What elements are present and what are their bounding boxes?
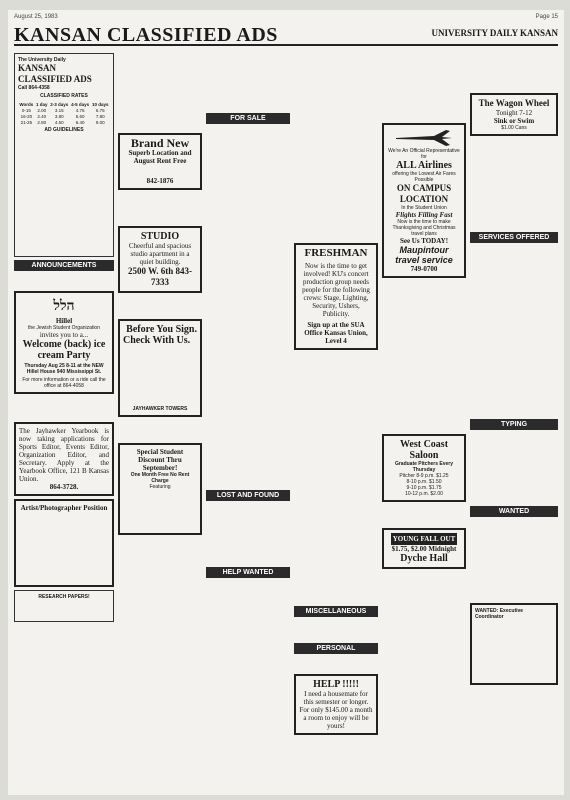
hillel-when: Thursday Aug 25 8-11 at the NEW Hillel House 940 Mississippi St. xyxy=(24,363,104,375)
rates-cell: 3.15 xyxy=(54,107,64,113)
filler-text xyxy=(14,397,114,419)
hillel-sub: the Jewish Student Organization xyxy=(28,325,100,331)
travel-official: We're An Official Representative for xyxy=(388,147,460,160)
column-4 xyxy=(294,50,378,791)
special-sub: One Month Free No Rent Charge xyxy=(130,472,190,484)
brand-new-phone: 842-1876 xyxy=(146,177,174,185)
filler-text xyxy=(14,274,114,288)
freshman-ad xyxy=(294,243,378,350)
studio-title: STUDIO xyxy=(140,231,180,242)
column-6 xyxy=(470,50,558,791)
classified-intro-box xyxy=(14,53,114,257)
westcoast-price: 8-10 p.m. $1.50 xyxy=(406,478,442,485)
hillel-welcome: Welcome (back) ice cream Party xyxy=(22,339,106,361)
rates-cell: 16-20 xyxy=(20,113,33,119)
brand-new-sub: Superb Location and August Rent Free xyxy=(128,149,192,165)
hillel-ad xyxy=(14,291,114,394)
research-ad xyxy=(14,590,114,622)
research-body xyxy=(18,600,110,618)
wanted-header: WANTED xyxy=(470,506,558,517)
masthead xyxy=(14,24,558,46)
dyche-hall: Dyche Hall xyxy=(400,552,448,564)
filler-text xyxy=(294,50,378,240)
studio-address: 2500 W. 6th 843-7333 xyxy=(127,266,192,287)
travel-offering: offering the Lowest Air Fares Possible xyxy=(392,170,456,183)
jayhawker-phone: 864-3728. xyxy=(49,483,79,491)
intro-phone: Call 864-4358 xyxy=(18,85,50,91)
rates-table xyxy=(18,101,110,125)
westcoast-title: West Coast Saloon xyxy=(399,438,449,461)
column-5 xyxy=(382,50,466,791)
filler-text xyxy=(118,420,202,440)
filler-text xyxy=(382,572,466,652)
announcements-header: ANNOUNCEMENTS xyxy=(14,260,114,271)
wanted2-title: WANTED: Executive Coordinator xyxy=(475,608,524,620)
westcoast-price: 10-12 p.m. $2.00 xyxy=(405,490,443,497)
freshman-body: Now is the time to get involved! KU's concert production group needs people for the following crews: Stage, Lighting, Security, Ushers, Publicity. xyxy=(302,262,370,318)
column-3 xyxy=(206,50,290,791)
research-heading: RESEARCH PAPERS! xyxy=(38,594,90,600)
travel-seeus: See Us TODAY! xyxy=(399,236,449,245)
guidelines-title: AD GUIDELINES xyxy=(44,127,84,133)
filler-text xyxy=(294,353,378,603)
rates-cell: 0-15 xyxy=(21,107,31,113)
rates-cell: 2.80 xyxy=(37,119,47,125)
rates-title: CLASSIFIED RATES xyxy=(40,93,88,99)
rates-cell: 6.75 xyxy=(95,107,105,113)
filler-text xyxy=(206,50,290,110)
column-2 xyxy=(118,50,202,791)
wagon-fun: Sink or Swim xyxy=(493,117,535,125)
filler-text xyxy=(382,281,466,431)
paper-name: UNIVERSITY DAILY KANSAN xyxy=(431,28,558,38)
rates-col-header: 1 day xyxy=(35,101,48,107)
freshman-title: FRESHMAN xyxy=(304,247,368,259)
rates-cell: 2.40 xyxy=(37,113,47,119)
brand-new-title: Brand New xyxy=(130,136,190,150)
artist-body xyxy=(19,512,109,582)
towers-name: JAYHAWKER TOWERS xyxy=(132,406,188,412)
help-body: I need a housemate for this semester or longer. For only $145.00 a month a room to enjoy will be yours! xyxy=(299,690,373,730)
rates-cell: 3.80 xyxy=(54,113,64,119)
special-featuring: Featuring xyxy=(149,484,171,490)
page-number: Page 15 xyxy=(535,14,558,20)
travel-agency: Maupintour travel service xyxy=(395,244,453,265)
filler-text xyxy=(294,738,378,791)
rates-cell: 5.60 xyxy=(75,113,85,119)
studio-sub: Cheerful and spacious studio apartment in a quiet building. xyxy=(128,242,192,266)
column-1 xyxy=(14,50,114,791)
travel-airline: ALL Airlines xyxy=(396,159,452,171)
jayhawker-ad xyxy=(14,422,114,496)
rates-cell: 21-25 xyxy=(20,119,33,125)
services-header: SERVICES OFFERED xyxy=(470,232,558,243)
personal-header: PERSONAL xyxy=(294,643,378,654)
rates-col-header: 4-5 days xyxy=(71,101,90,107)
brand-new-body xyxy=(123,165,197,177)
freshman-signup: Sign up at the SUA Office Kansas Union, Level 4 xyxy=(304,321,368,345)
westcoast-price: Pitcher 8-9 p.m. $1.25 xyxy=(399,472,449,479)
airplane-icon xyxy=(394,128,454,146)
personal-listings xyxy=(294,657,378,671)
artist-heading: Artist/Photographer Position xyxy=(20,504,108,512)
hillel-invites: invites you to a... xyxy=(39,331,89,339)
travel-ad xyxy=(382,123,466,278)
filler-text xyxy=(382,50,466,120)
west-coast-ad xyxy=(382,434,466,502)
lost-found-listings xyxy=(206,504,290,564)
hillel-hebrew-logo: הלל xyxy=(53,298,75,314)
westcoast-price: 9-10 p.m. $1.75 xyxy=(406,484,442,491)
special-body xyxy=(123,490,197,530)
for-sale-header: FOR SALE xyxy=(206,113,290,124)
wagon-sub: Tonight 7-12 xyxy=(495,109,533,117)
filler-text xyxy=(470,50,558,90)
rates-cell: 2.00 xyxy=(37,107,47,113)
rates-cell: 4.50 xyxy=(54,119,64,125)
travel-plan: Now is the time to make Thanksgiving and Christmas travel plans xyxy=(392,218,456,237)
rates-cell: 6.40 xyxy=(75,119,85,125)
filler-text xyxy=(118,50,202,130)
misc-header: MISCELLANEOUS xyxy=(294,606,378,617)
travel-campus: ON CAMPUS LOCATION xyxy=(396,182,452,204)
brand-new-ad xyxy=(118,133,202,190)
help-wanted-listings xyxy=(206,581,290,781)
filler-text xyxy=(118,193,202,223)
young-logo: YOUNG FALL OUT xyxy=(392,534,456,543)
filler-text xyxy=(118,538,202,638)
guidelines-text xyxy=(18,133,110,253)
dyche-hall-ad xyxy=(382,528,466,569)
hillel-info: For more information or a ride call the office at 864-4058 xyxy=(22,377,106,389)
intro-heading-big: KANSAN CLASSIFIED ADS xyxy=(18,63,92,84)
rates-header-row xyxy=(18,101,110,107)
wanted-listings xyxy=(470,520,558,600)
page-topline xyxy=(14,14,558,24)
rates-col-header: Words xyxy=(19,101,34,107)
services-listings xyxy=(470,246,558,416)
typing-header: TYPING xyxy=(470,419,558,430)
filler-text xyxy=(118,296,202,316)
filler-text xyxy=(14,625,114,695)
special-discount-ad xyxy=(118,443,202,535)
rates-cell: 4.75 xyxy=(75,107,85,113)
wagon-price: $1.00 Cans xyxy=(501,125,527,131)
table-row xyxy=(18,119,110,125)
help-housemate-ad xyxy=(294,674,378,735)
travel-union: In the Student Union xyxy=(401,204,447,211)
filler-text xyxy=(470,139,558,229)
artist-ad xyxy=(14,499,114,587)
lost-found-header: LOST AND FOUND xyxy=(206,490,290,501)
help-title: HELP !!!!! xyxy=(313,679,359,690)
travel-phone: 749-0700 xyxy=(410,264,438,273)
filler-text xyxy=(382,505,466,525)
help-wanted-header: HELP WANTED xyxy=(206,567,290,578)
jayhawker-text: The Jayhawker Yearbook is now taking applications for Sports Editor, Events Editor, Organization Editor, and Secretary. Apply at the Yearbook Office, 121 B Kansas Union. xyxy=(19,427,109,483)
wanted2-body xyxy=(475,620,553,680)
rates-col-header: 10 days xyxy=(92,101,109,107)
before-you-sign-ad xyxy=(118,319,202,417)
misc-listings xyxy=(294,620,378,640)
section-title: KANSAN CLASSIFIED ADS xyxy=(14,24,278,46)
typing-listings xyxy=(470,433,558,503)
before-sub: Check With Us. xyxy=(123,335,191,346)
wanted-coordinator-ad xyxy=(470,603,558,685)
rates-cell: 9.00 xyxy=(95,119,105,125)
hillel-name: Hillel xyxy=(55,317,73,325)
travel-flights: Flights Filling Fast xyxy=(395,210,453,219)
for-sale-listings xyxy=(206,127,290,487)
rates-col-header: 2-3 days xyxy=(50,101,69,107)
before-body xyxy=(123,346,197,406)
wagon-wheel-ad xyxy=(470,93,558,136)
newspaper-page xyxy=(8,10,564,795)
before-title: Before You Sign. xyxy=(126,324,197,335)
special-title: Special Student Discount Thru September! xyxy=(136,448,184,472)
rates-cell: 7.80 xyxy=(95,113,105,119)
westcoast-sub: Graduate Pitchers Every Thursday xyxy=(394,460,454,473)
wagon-title: The Wagon Wheel xyxy=(478,98,550,108)
intro-heading-small: The University Daily xyxy=(18,57,66,63)
date-left: August 25, 1983 xyxy=(14,14,58,20)
dyche-price: $1.75, $2.00 Midnight xyxy=(391,544,457,553)
studio-ad xyxy=(118,226,202,293)
